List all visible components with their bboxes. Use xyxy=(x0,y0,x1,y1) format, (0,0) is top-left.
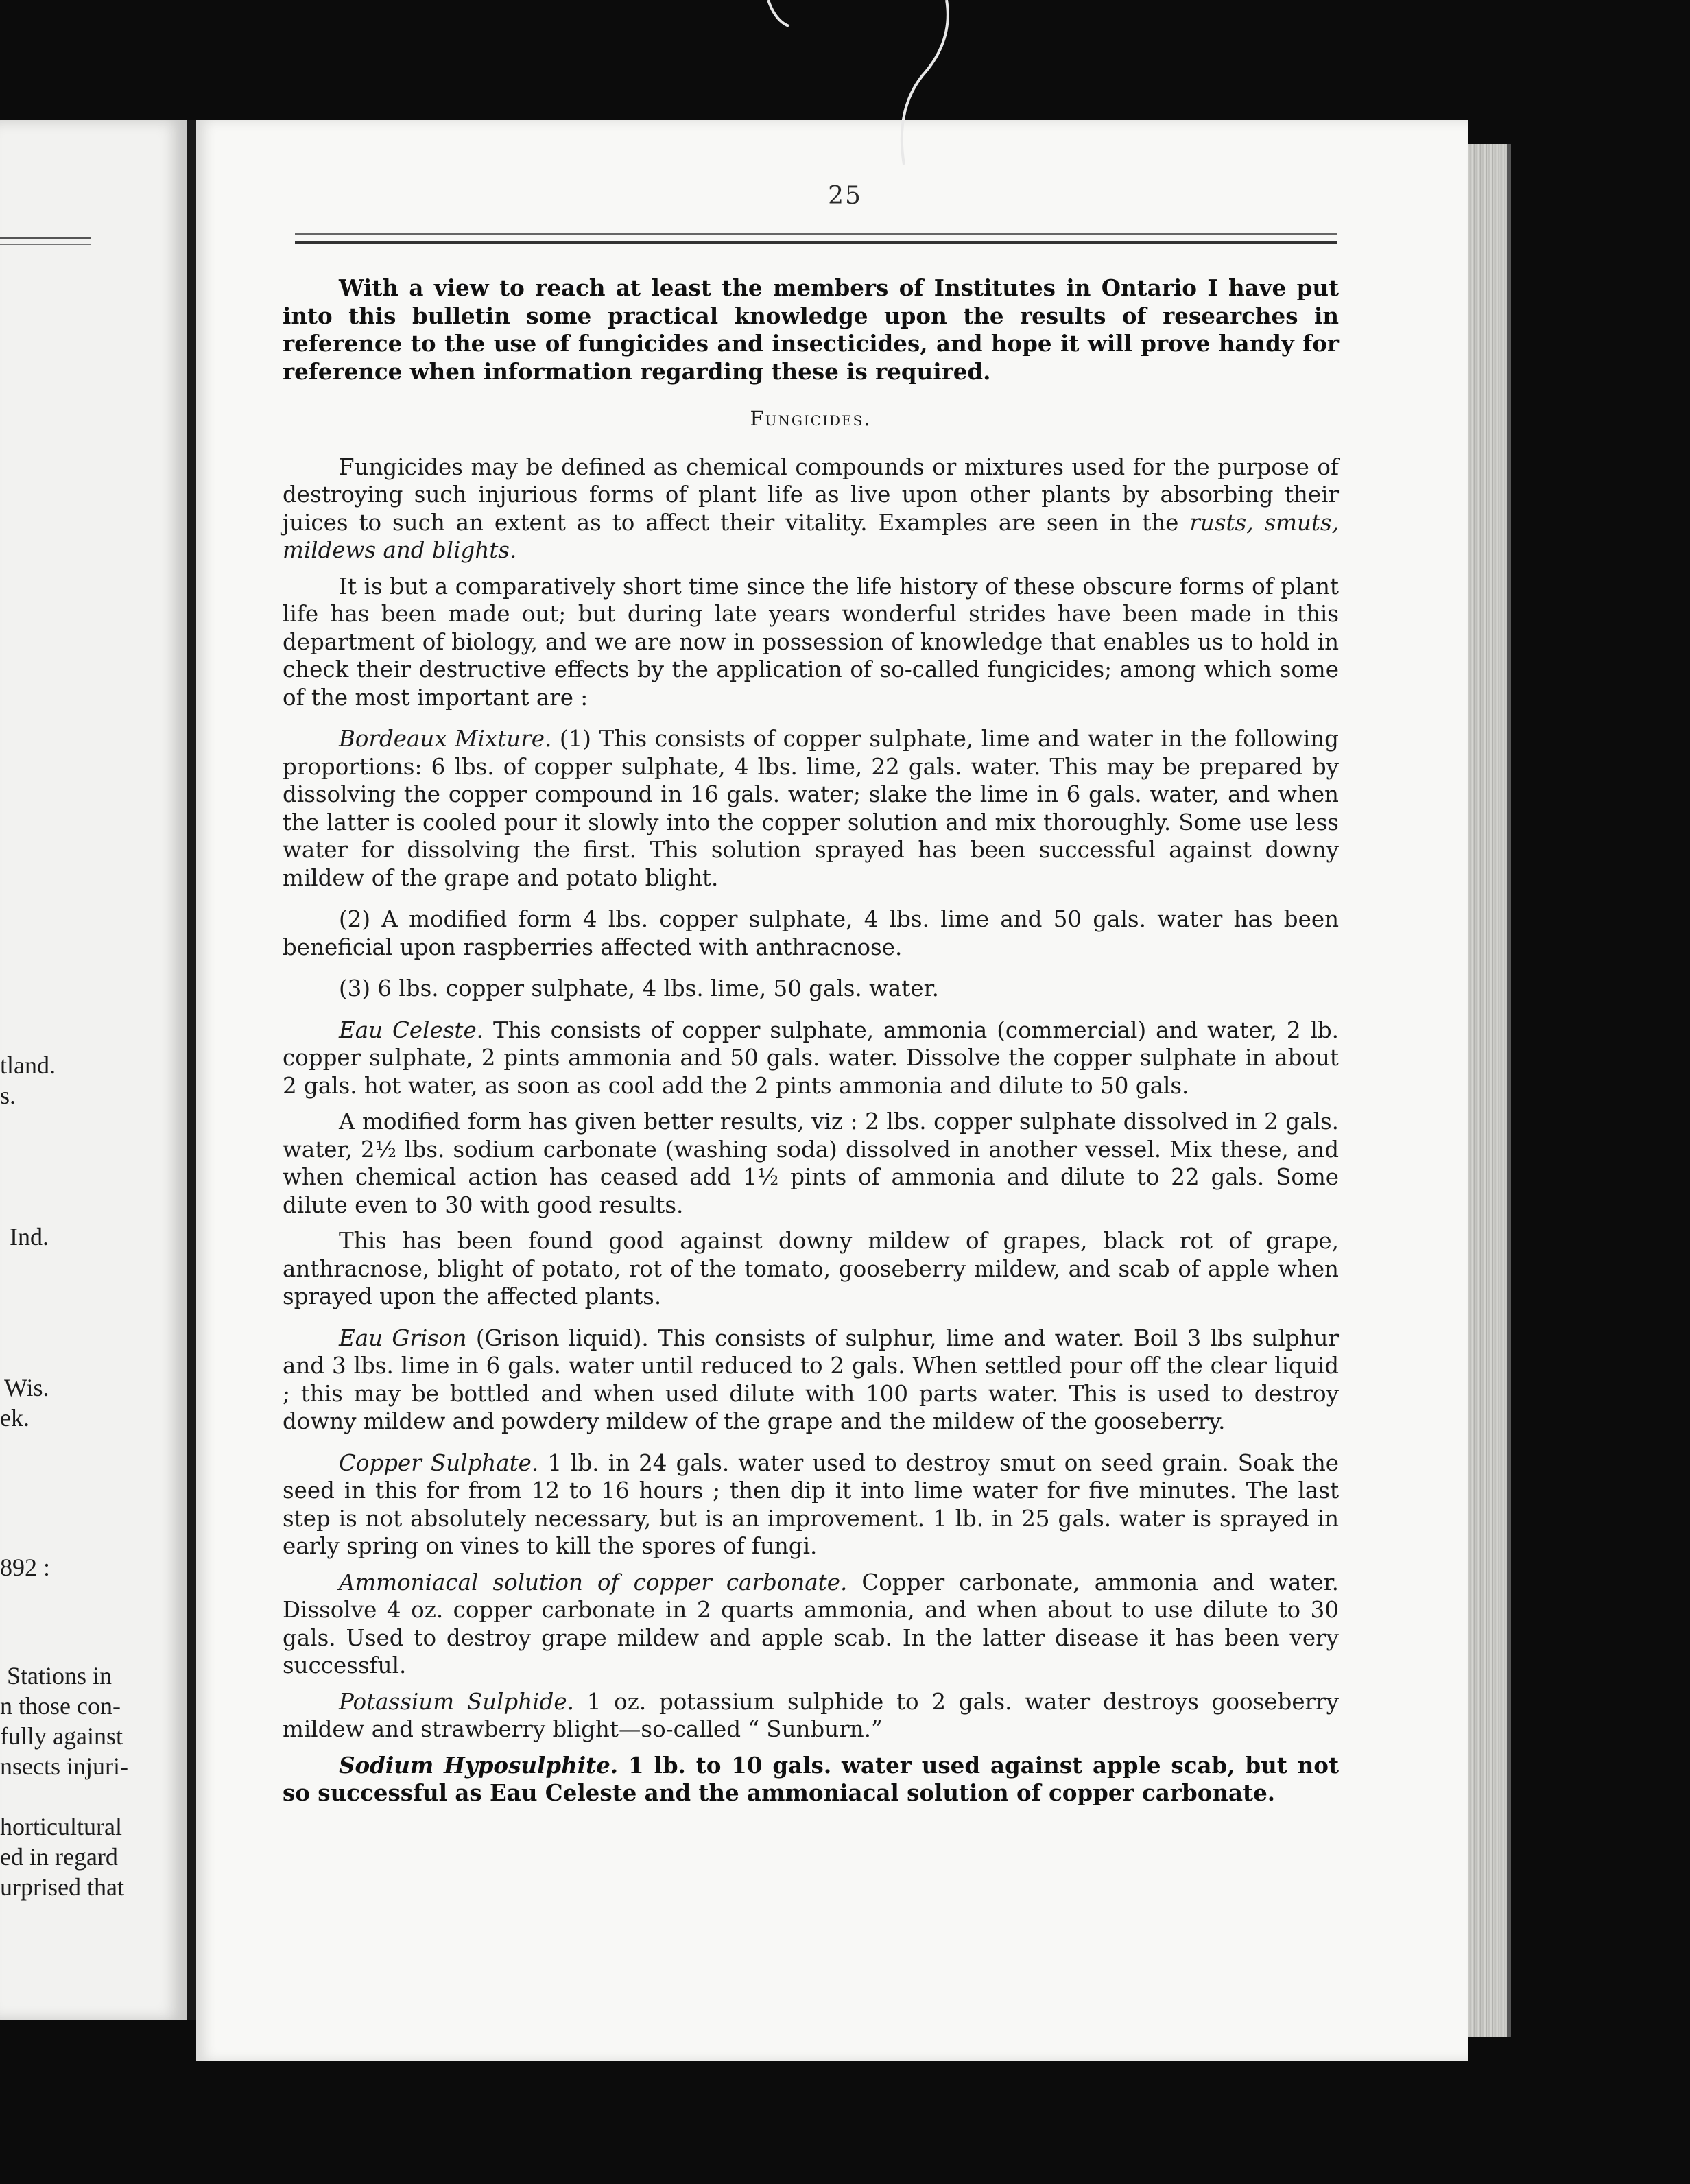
eau-grison-text: (Grison liquid). This consists of sulphur, lime and water. Boil 3 lbs sulphur and 3 lbs. lime in 6 gals. water until reduced to 2 gals. When settled pour off the clear liquid ; this may be bottled and when used dilute with 100 parts water. This is used to destroy downy mildew and powdery mildew of the grape and the mildew of the gooseberry. xyxy=(283,1325,1339,1434)
eau-celeste-paragraph xyxy=(283,1017,1339,1100)
bordeaux-modified-paragraph: (2) A modified form 4 lbs. copper sulphate, 4 lbs. lime and 50 gals. water has been beneficial upon raspberries affected with anthracnose. xyxy=(283,906,1339,960)
bordeaux-term: Bordeaux Mixture. xyxy=(339,726,552,752)
left-text-fragment: Wis. xyxy=(4,1374,49,1401)
sodium-paragraph xyxy=(283,1752,1339,1807)
page-number: 25 xyxy=(828,182,862,210)
sodium-term: Sodium Hyposulphite. xyxy=(339,1751,619,1779)
left-text-fragment: Ind. xyxy=(10,1223,49,1250)
left-text-fragment: ed in regard xyxy=(0,1843,118,1871)
potassium-term: Potassium Sulphide. xyxy=(339,1688,574,1715)
page-edges xyxy=(1468,144,1507,2037)
definition-text: Fungicides may be defined as chemical compounds or mixtures used for the purpose of destroying such injurious forms of plant life as live upon other plants by absorbing their juices to such an extent as to affect their vitality. Examples are seen in the xyxy=(283,453,1339,536)
string-artifact xyxy=(748,0,953,165)
left-header-rule xyxy=(0,237,91,245)
book-gutter xyxy=(187,120,196,2020)
left-text-fragment: Stations in xyxy=(7,1662,112,1689)
copper-sulphate-paragraph xyxy=(283,1449,1339,1560)
potassium-paragraph xyxy=(283,1688,1339,1744)
eau-grison-paragraph xyxy=(283,1325,1339,1436)
section-title: Fungicides. xyxy=(750,407,872,430)
header-rule xyxy=(295,233,1337,244)
copper-sulphate-term: Copper Sulphate. xyxy=(339,1449,539,1476)
left-text-fragment: urprised that xyxy=(0,1873,124,1901)
definition-examples: rusts, smuts, mildews and blights. xyxy=(283,509,1339,563)
ammoniacal-term: Ammoniacal solution of copper carbonate. xyxy=(339,1569,848,1595)
eau-celeste-term: Eau Celeste. xyxy=(339,1017,484,1043)
copper-sulphate-text: 1 lb. in 24 gals. water used to destroy smut on seed grain. Soak the seed in this for from 12 to 16 hours ; then dip it into lime water for five minutes. The last step is not absolutely necessary, but is an improvement. 1 lb. in 25 gals. water is sprayed in early spring on vines to kill the spores of fungi. xyxy=(283,1449,1339,1559)
left-text-fragment: fully against xyxy=(0,1722,123,1750)
eau-grison-term: Eau Grison xyxy=(339,1325,467,1351)
left-text-fragment: ek. xyxy=(0,1404,29,1432)
ammoniacal-text: Copper carbonate, ammonia and water. Dissolve 4 oz. copper carbonate in 2 quarts ammonia, and when about to use dilute to 30 gals. Used to destroy grape mildew and apple scab. In the latter disease it has been very successful. xyxy=(283,1569,1339,1678)
ammoniacal-paragraph xyxy=(283,1569,1339,1680)
bordeaux-third-paragraph: (3) 6 lbs. copper sulphate, 4 lbs. lime, 50 gals. water. xyxy=(339,975,939,1001)
eau-celeste-modified-paragraph: A modified form has given better results, viz : 2 lbs. copper sulphate dissolved in 2 gals. water, 2½ lbs. sodium carbonate (washing soda) dissolved in another vessel. Mix these, and when chemical action has ceased add 1½ pints of ammonia and dilute to 22 gals. Some dilute even to 30 with good results. xyxy=(283,1108,1339,1218)
page-body xyxy=(283,274,1339,1807)
left-text-fragment: s. xyxy=(0,1082,16,1109)
eau-celeste-text: This consists of copper sulphate, ammonia (commercial) and water, 2 lb. copper sulphate, 2 pints ammonia and 50 gals. water. Dissolve the copper sulphate in about 2 gals. hot water, as soon as cool add the 2 pints ammonia and dilute to 50 gals. xyxy=(283,1017,1339,1099)
left-text-fragment: n those con- xyxy=(0,1692,121,1720)
left-text-fragment: nsects injuri- xyxy=(0,1753,128,1780)
bordeaux-paragraph xyxy=(283,725,1339,892)
page-edge-shadow xyxy=(1507,144,1511,2037)
left-text-fragment: 892 : xyxy=(0,1554,51,1581)
left-text-fragment: tland. xyxy=(0,1052,56,1079)
bordeaux-text: (1) This consists of copper sulphate, lime and water in the following proportions: 6 lbs. of copper sulphate, 4 lbs. lime, 22 gals. water. This may be prepared by dissolving the copper compound in 16 gals. water; slake the lime in 6 gals. water, and when the latter is cooled pour it slowly into the copper solution and mix thoroughly. Some use less water for dissolving the first. This solution sprayed has been successful against downy mildew of the grape and potato blight. xyxy=(283,726,1339,891)
intro-paragraph: With a view to reach at least the members of Institutes in Ontario I have put into this bulletin some practical knowledge upon the results of researches in reference to the use of fungicides and insecticides, and hope it will prove handy for reference when information regarding these is required. xyxy=(283,274,1339,385)
history-paragraph: It is but a comparatively short time since the life history of these obscure forms of plant life has been made out; but during late years wonderful strides have been made in this department of biology, and we are now in possession of knowledge that enables us to hold in check their destructive effects by the application of so-called fungicides; among which some of the most important are : xyxy=(283,573,1339,711)
left-text-fragment: horticultural xyxy=(0,1813,122,1840)
eau-celeste-use-paragraph: This has been found good against downy mildew of grapes, black rot of grape, anthracnose, blight of potato, rot of the tomato, gooseberry mildew, and scab of apple when sprayed upon the affected plants. xyxy=(283,1228,1339,1309)
left-facing-page xyxy=(0,120,187,2020)
sodium-text: 1 lb. to 10 gals. water used against apple scab, but not so successful as Eau Celeste and the ammoniacal solution of copper carbonate. xyxy=(283,1751,1339,1806)
potassium-text: 1 oz. potassium sulphide to 2 gals. water destroys gooseberry mildew and strawberry blight—so-called “ Sunburn.” xyxy=(283,1688,1339,1742)
definition-paragraph xyxy=(283,453,1339,565)
